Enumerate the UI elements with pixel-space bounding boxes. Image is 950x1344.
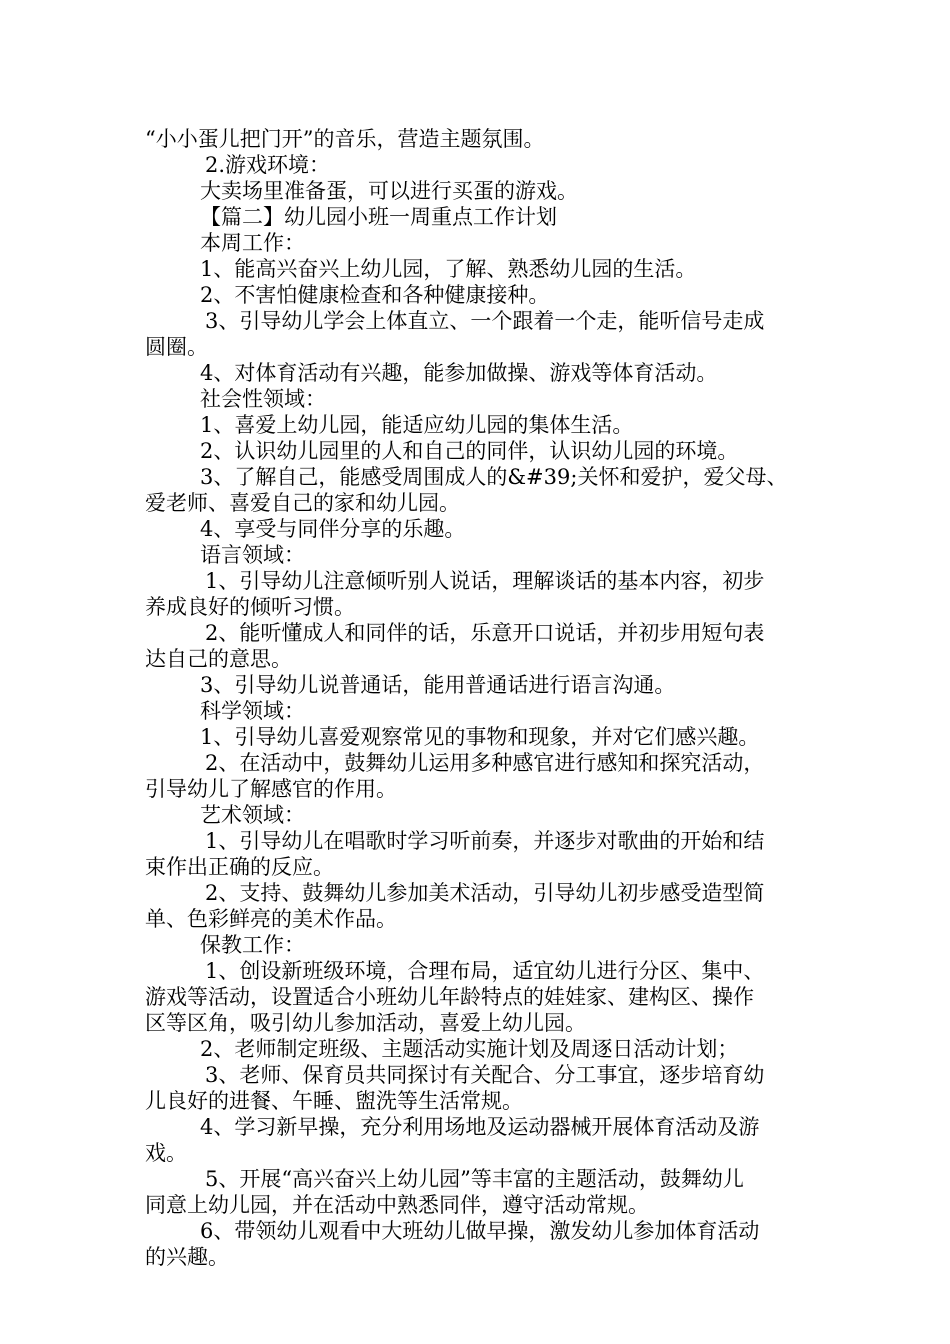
text-line: 5、开展“高兴奋兴上幼儿园”等丰富的主题活动，鼓舞幼儿 <box>205 1167 744 1191</box>
text-line: 圆圈。 <box>145 335 208 359</box>
text-line: 的兴趣。 <box>145 1245 229 1269</box>
text-line: 束作出正确的反应。 <box>145 855 334 879</box>
text-line: 6、带领幼儿观看中大班幼儿做早操，激发幼儿参加体育活动 <box>200 1219 760 1243</box>
text-line: 1、创设新班级环境，合理布局，适宜幼儿进行分区、集中、 <box>205 959 765 983</box>
text-line: 艺术领域： <box>200 803 305 827</box>
text-line: 2、认识幼儿园里的人和自己的同伴，认识幼儿园的环境。 <box>200 439 739 463</box>
text-line: 养成良好的倾听习惯。 <box>145 595 355 619</box>
text-line: 语言领域： <box>200 543 305 567</box>
text-line: 2、支持、鼓舞幼儿参加美术活动，引导幼儿初步感受造型简 <box>205 881 765 905</box>
text-line: 2、能听懂成人和同伴的话，乐意开口说话，并初步用短句表 <box>205 621 765 645</box>
text-line: 儿良好的进餐、午睡、盥洗等生活常规。 <box>145 1089 523 1113</box>
text-line: 1、引导幼儿注意倾听别人说话，理解谈话的基本内容，初步 <box>205 569 765 593</box>
text-line: 2、不害怕健康检查和各种健康接种。 <box>200 283 550 307</box>
text-line: 3、引导幼儿说普通话，能用普通话进行语言沟通。 <box>200 673 676 697</box>
text-line: 3、老师、保育员共同探讨有关配合、分工事宜，逐步培育幼 <box>205 1063 765 1087</box>
text-line: 达自己的意思。 <box>145 647 292 671</box>
text-line: 爱老师、喜爱自己的家和幼儿园。 <box>145 491 460 515</box>
text-line: 1、引导幼儿喜爱观察常见的事物和现象，并对它们感兴趣。 <box>200 725 760 749</box>
text-line: 1、喜爱上幼儿园，能适应幼儿园的集体生活。 <box>200 413 634 437</box>
text-line: 引导幼儿了解感官的作用。 <box>145 777 397 801</box>
text-line: 单、色彩鲜亮的美术作品。 <box>145 907 397 931</box>
text-line: 大卖场里准备蛋，可以进行买蛋的游戏。 <box>200 179 578 203</box>
text-line: 游戏等活动，设置适合小班幼儿年龄特点的娃娃家、建构区、操作 <box>145 985 754 1009</box>
text-line: 区等区角，吸引幼儿参加活动，喜爱上幼儿园。 <box>145 1011 586 1035</box>
text-line: 2、老师制定班级、主题活动实施计划及周逐日活动计划； <box>200 1037 739 1061</box>
text-line: 同意上幼儿园，并在活动中熟悉同伴，遵守活动常规。 <box>145 1193 649 1217</box>
text-line: “小小蛋儿把门开”的音乐，营造主题氛围。 <box>145 127 545 151</box>
text-line: 2.游戏环境： <box>205 153 331 177</box>
text-line: 4、享受与同伴分享的乐趣。 <box>200 517 466 541</box>
text-line: 2、在活动中，鼓舞幼儿运用多种感官进行感知和探究活动， <box>205 751 765 775</box>
text-line: 1、能高兴奋兴上幼儿园，了解、熟悉幼儿园的生活。 <box>200 257 697 281</box>
text-line: 本周工作： <box>200 231 305 255</box>
text-line: 4、对体育活动有兴趣，能参加做操、游戏等体育活动。 <box>200 361 718 385</box>
section-heading: 【篇二】幼儿园小班一周重点工作计划 <box>200 205 557 229</box>
text-line: 科学领域： <box>200 699 305 723</box>
text-line: 1、引导幼儿在唱歌时学习听前奏，并逐步对歌曲的开始和结 <box>205 829 765 853</box>
text-line: 社会性领域： <box>200 387 326 411</box>
text-line: 保教工作： <box>200 933 305 957</box>
text-line: 4、学习新早操，充分利用场地及运动器械开展体育活动及游 <box>200 1115 760 1139</box>
text-line: 3、引导幼儿学会上体直立、一个跟着一个走，能听信号走成 <box>205 309 765 333</box>
text-line: 3、了解自己，能感受周围成人的&#39;关怀和爱护，爱父母、 <box>200 465 788 489</box>
text-line: 戏。 <box>145 1141 187 1165</box>
